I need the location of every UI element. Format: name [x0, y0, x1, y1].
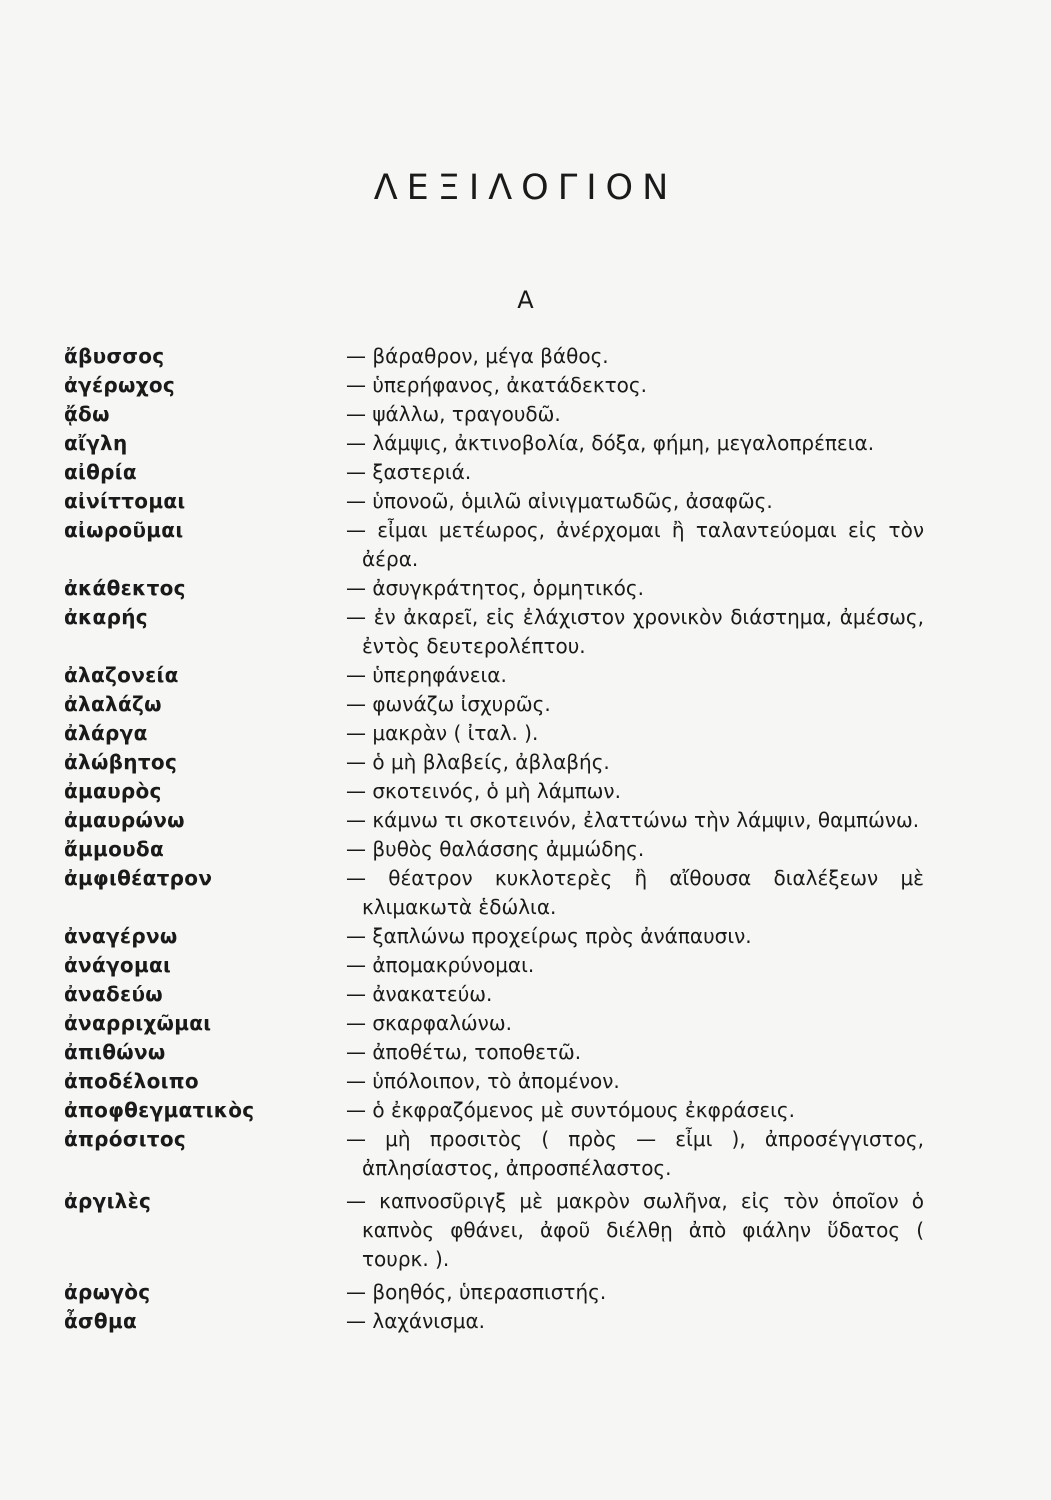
entry-definition: — εἶμαι μετέωρος, ἀνέρχομαι ἢ ταλαντεύομαι εἰς τὸν ἀέρα. [346, 518, 924, 571]
glossary-entry [64, 980, 924, 1009]
entry-definition: — ξαπλώνω προχείρως πρὸς ἀνάπαυσιν. [346, 924, 752, 948]
glossary-entry [64, 1038, 924, 1067]
entry-term: ἀπρόσιτος [64, 1127, 187, 1151]
entry-term: αἰθρία [64, 460, 137, 484]
glossary-entry [64, 806, 924, 835]
entry-term: ἀποδέλοιπο [64, 1069, 199, 1093]
section-letter: Α [517, 286, 534, 314]
page-title: ΛΕΞΙΛΟΓΙΟΝ [373, 168, 678, 208]
glossary-entry [64, 661, 924, 690]
glossary-entry [64, 690, 924, 719]
entry-definition: — ὑπερηφάνεια. [346, 663, 507, 687]
glossary-entry [64, 1096, 924, 1125]
entry-definition: — ὑπερήφανος, ἀκατάδεκτος. [346, 373, 647, 397]
entry-definition: — λάμψις, ἀκτινοβολία, δόξα, φήμη, μεγαλοπρέπεια. [346, 431, 875, 455]
entry-term: αἰωροῦμαι [64, 518, 184, 542]
entry-definition: — ἀποθέτω, τοποθετῶ. [346, 1040, 582, 1064]
glossary-entry [64, 400, 924, 429]
entry-term: ἄβυσσος [64, 344, 165, 368]
entry-term: αἰνίττομαι [64, 489, 186, 513]
entry-term: ἀλάργα [64, 721, 148, 745]
entry-term: ἄμμουδα [64, 837, 165, 861]
entry-term: ἀλαλάζω [64, 692, 162, 716]
glossary-entry [64, 516, 924, 574]
entry-definition: — κάμνω τι σκοτεινόν, ἐλαττώνω τὴν λάμψιν, θαμπώνω. [346, 808, 920, 832]
entry-term: ἀρωγὸς [64, 1280, 151, 1304]
entry-term: ἀκάθεκτος [64, 576, 186, 600]
entry-definition: — σκοτεινός, ὁ μὴ λάμπων. [346, 779, 621, 803]
entry-definition: — θέατρον κυκλοτερὲς ἢ αἴθουσα διαλέξεων μὲ κλιμακωτὰ ἑδώλια. [346, 866, 924, 919]
glossary-entry [64, 1125, 924, 1183]
glossary-entry [64, 574, 924, 603]
entry-definition: — μακρὰν ( ἰταλ. ). [346, 721, 539, 745]
entry-definition: — ξαστεριά. [346, 460, 472, 484]
glossary-entry [64, 1009, 924, 1038]
entry-term: αἴγλη [64, 431, 128, 455]
entry-term: ἀλαζονεία [64, 663, 179, 687]
entry-term: ἀνάγομαι [64, 953, 172, 977]
glossary-entry [64, 835, 924, 864]
glossary-entry [64, 371, 924, 400]
entry-term: ἀλώβητος [64, 750, 178, 774]
entry-term: ἀπιθώνω [64, 1040, 166, 1064]
glossary-entry [64, 1067, 924, 1096]
entry-definition: — ψάλλω, τραγουδῶ. [346, 402, 561, 426]
entry-term: ἀποφθεγματικὸς [64, 1098, 255, 1122]
entry-definition: — ἀσυγκράτητος, ὁρμητικός. [346, 576, 644, 600]
glossary-entry [64, 1278, 924, 1307]
glossary-entry [64, 429, 924, 458]
entry-definition: — ἀπομακρύνομαι. [346, 953, 535, 977]
entry-definition: — λαχάνισμα. [346, 1309, 485, 1333]
entry-term: ἆσθμα [64, 1309, 138, 1333]
entry-term: ἀναγέρνω [64, 924, 178, 948]
entry-definition: — ὁ μὴ βλαβείς, ἀβλαβής. [346, 750, 610, 774]
entry-definition: — βοηθός, ὑπερασπιστής. [346, 1280, 607, 1304]
entry-definition: — ὑπόλοιπον, τὸ ἀπομένον. [346, 1069, 620, 1093]
entry-definition: — βάραθρον, μέγα βάθος. [346, 344, 609, 368]
entry-definition: — μὴ προσιτὸς ( πρὸς — εἶμι ), ἀπροσέγγιστος, ἀπλησίαστος, ἀπροσπέλαστος. [346, 1127, 924, 1180]
entry-term: ἀμαυρώνω [64, 808, 185, 832]
glossary-entry [64, 1187, 924, 1274]
entry-definition: — βυθὸς θαλάσσης ἀμμώδης. [346, 837, 645, 861]
entry-definition: — ἐν ἀκαρεῖ, εἰς ἐλάχιστον χρονικὸν διάστημα, ἀμέσως, ἐντὸς δευτερολέπτου. [346, 605, 924, 658]
glossary-entry [64, 864, 924, 922]
entry-term: ἀμαυρὸς [64, 779, 162, 803]
glossary-list [64, 342, 924, 1336]
entry-definition: — σκαρφαλώνω. [346, 1011, 512, 1035]
glossary-entry [64, 458, 924, 487]
entry-definition: — φωνάζω ἰσχυρῶς. [346, 692, 551, 716]
glossary-entry [64, 951, 924, 980]
entry-definition: — ὑπονοῶ, ὁμιλῶ αἰνιγματωδῶς, ἀσαφῶς. [346, 489, 773, 513]
glossary-entry [64, 777, 924, 806]
entry-term: ᾄδω [64, 402, 110, 426]
entry-definition: — καπνοσῦριγξ μὲ μακρὸν σωλῆνα, εἰς τὸν ὁποῖον ὁ καπνὸς φθάνει, ἀφοῦ διέλθῃ ἀπὸ φιάλην ὕδατος ( τουρκ. ). [346, 1189, 924, 1271]
entry-term: ἀγέρωχος [64, 373, 176, 397]
entry-term: ἀναρριχῶμαι [64, 1011, 212, 1035]
entry-term: ἀργιλὲς [64, 1189, 152, 1213]
glossary-entry [64, 342, 924, 371]
glossary-entry [64, 603, 924, 661]
entry-definition: — ὁ ἐκφραζόμενος μὲ συντόμους ἐκφράσεις. [346, 1098, 796, 1122]
entry-term: ἀναδεύω [64, 982, 163, 1006]
entry-definition: — ἀνακατεύω. [346, 982, 493, 1006]
glossary-entry [64, 1307, 924, 1336]
glossary-entry [64, 922, 924, 951]
entry-term: ἀμφιθέατρον [64, 866, 213, 890]
glossary-entry [64, 487, 924, 516]
entry-term: ἀκαρής [64, 605, 148, 629]
glossary-entry [64, 748, 924, 777]
glossary-entry [64, 719, 924, 748]
